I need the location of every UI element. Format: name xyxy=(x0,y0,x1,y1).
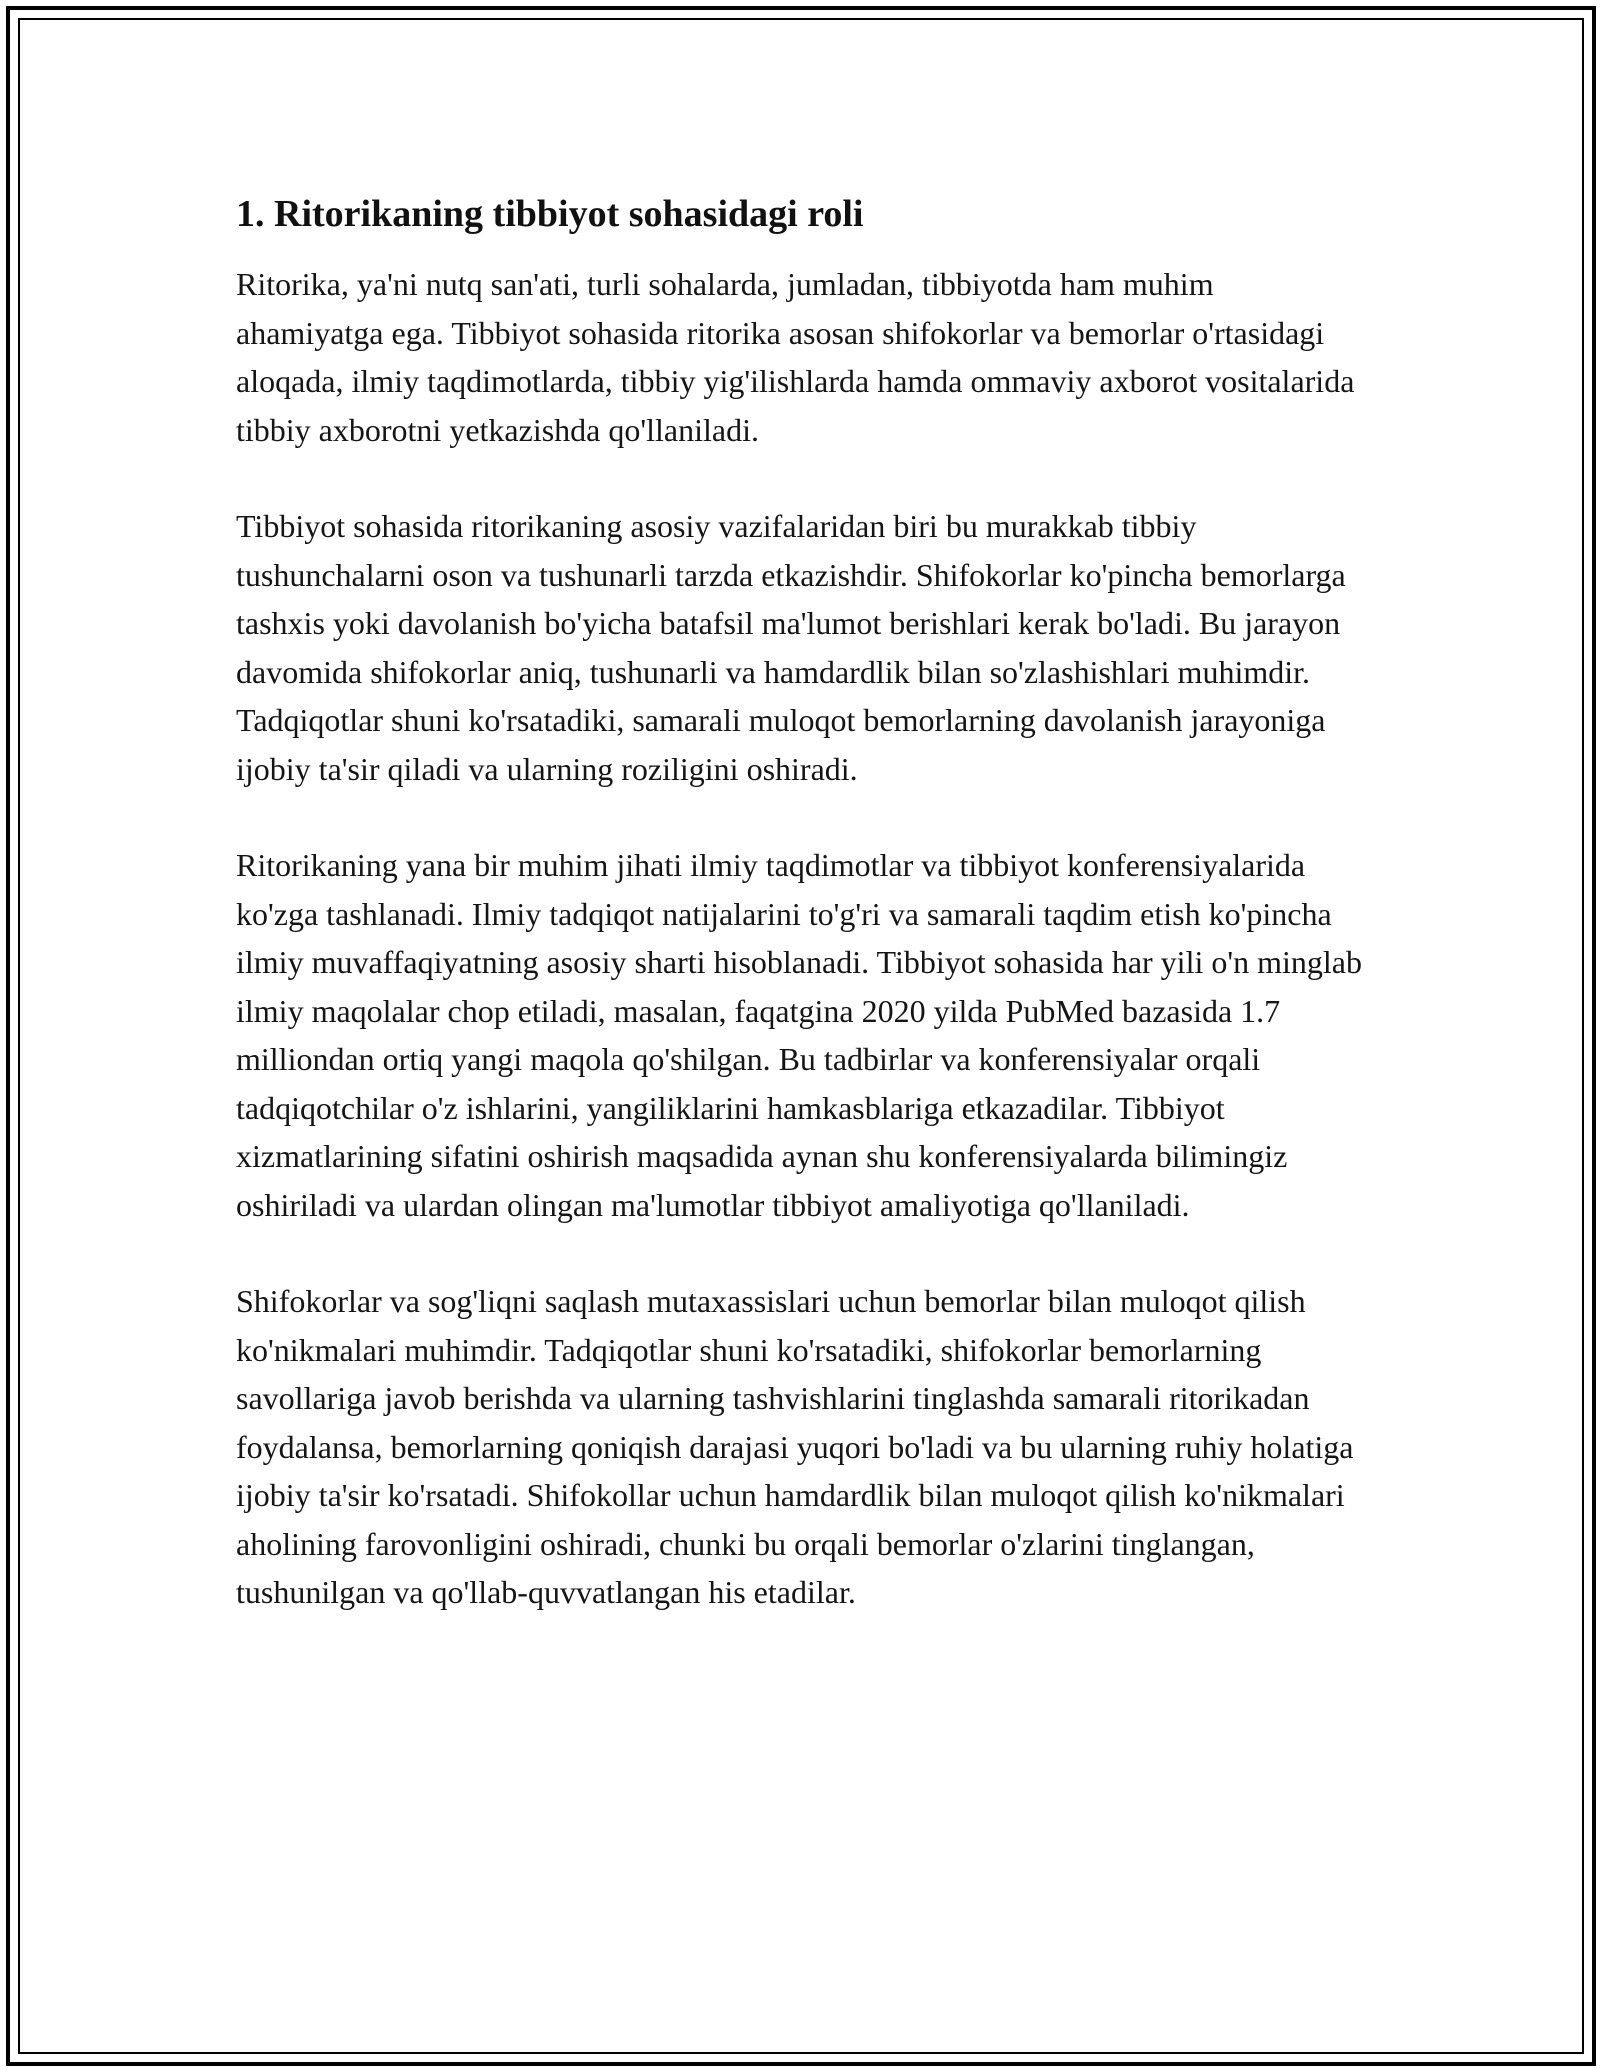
paragraph-3: Ritorikaning yana bir muhim jihati ilmiy taqdimotlar va tibbiyot konferensiyalarida ko'zga tashlanadi. Ilmiy tadqiqot natijalarini to'g'ri va samarali taqdim etish ko'pincha ilmiy muvaffaqiyatning asosiy sharti hisoblanadi. Tibbiyot sohasida har yili o'n minglab ilmiy maqolalar chop etiladi, masalan, faqatgina 2020 yilda PubMed bazasida 1.7 milliondan ortiq yangi maqola qo'shilgan. Bu tadbirlar va konferensiyalar orqali tadqiqotchilar o'z ishlarini, yangiliklarini hamkasblariga etkazadilar. Tibbiyot xizmatlarining sifatini oshirish maqsadida aynan shu konferensiyalarda bilimingiz oshiriladi va ulardan olingan ma'lumotlar tibbiyot amaliyotiga qo'llaniladi. xyxy=(236,847,1362,1223)
paragraph-1: Ritorika, ya'ni nutq san'ati, turli sohalarda, jumladan, tibbiyotda ham muhim ahamiyatga ega. Tibbiyot sohasida ritorika asosan shifokorlar va bemorlar o'rtasidagi aloqada, ilmiy taqdimotlarda, tibbiy yig'ilishlarda hamda ommaviy axborot vositalarida tibbiy axborotni yetkazishda qo'llaniladi. xyxy=(236,266,1355,448)
paragraph-4: Shifokorlar va sog'liqni saqlash mutaxassislari uchun bemorlar bilan muloqot qilish ko'nikmalari muhimdir. Tadqiqotlar shuni ko'rsatadiki, shifokorlar bemorlarning savollariga javob berishda va ularning tashvishlarini tinglashda samarali ritorikadan foydalansa, bemorlarning qoniqish darajasi yuqori bo'ladi va bu ularning ruhiy holatiga ijobiy ta'sir ko'rsatadi. Shifokollar uchun hamdardlik bilan muloqot qilish ko'nikmalari aholining farovonligini oshiradi, chunki bu orqali bemorlar o'zlarini tinglangan, tushunilgan va qo'llab-quvvatlangan his etadilar. xyxy=(236,1283,1354,1610)
document-body xyxy=(236,188,1364,1665)
section-heading: 1. Ritorikaning tibbiyot sohasidagi roli xyxy=(236,193,864,235)
paragraph-2: Tibbiyot sohasida ritorikaning asosiy vazifalaridan biri bu murakkab tibbiy tushunchalarni oson va tushunarli tarzda etkazishdir. Shifokorlar ko'pincha bemorlarga tashxis yoki davolanish bo'yicha batafsil ma'lumot berishlari kerak bo'ladi. Bu jarayon davomida shifokorlar aniq, tushunarli va hamdardlik bilan so'zlashishlari muhimdir. Tadqiqotlar shuni ko'rsatadiki, samarali muloqot bemorlarning davolanish jarayoniga ijobiy ta'sir qiladi va ularning roziligini oshiradi. xyxy=(236,508,1346,787)
